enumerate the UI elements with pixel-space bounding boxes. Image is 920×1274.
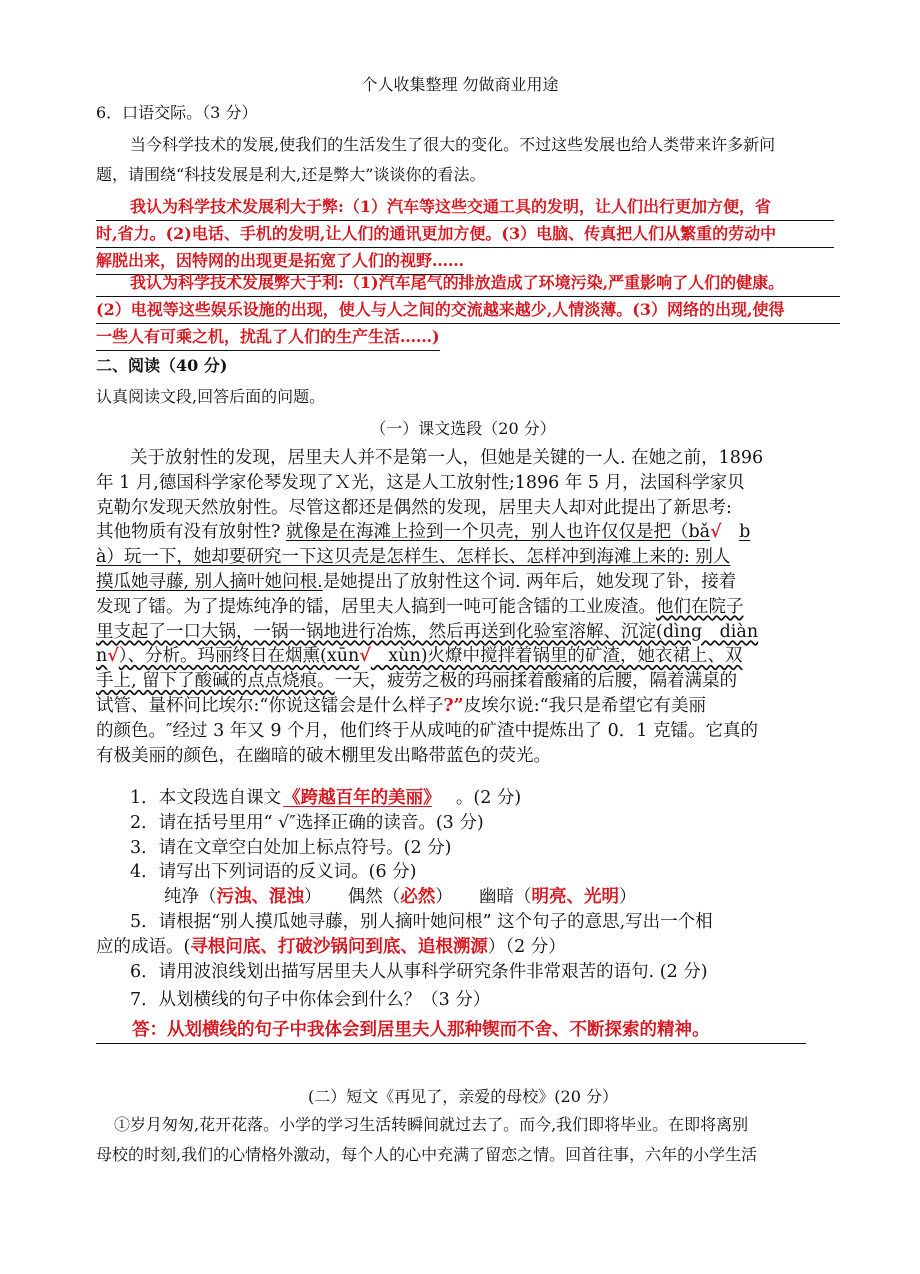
check-mark: √	[107, 646, 119, 667]
passage-line6: 摸瓜她寻藤, 别人摘叶她问根.是她提出了放射性这个词. 两年后，她发现了钋，接着	[96, 571, 737, 592]
passage	[96, 446, 834, 768]
q6-answer-con-line2: (2）电视等这些娱乐设施的出现，使人与人之间的交流越来越少,人情淡薄。(3）网络的出现,使得	[96, 297, 840, 324]
q6-answer-pro-line2: 时,省力。(2)电话、手机的发明,让人们的通讯更加方便。(3）电脑、传真把人们从繁重的劳动中	[96, 221, 834, 248]
wavy-sentence: 他们在院子	[656, 596, 744, 617]
passage-line12: 的颜色。″经过 3 年又 9 个月，他们终于从成吨的矿渣中提炼出了 0．1 克镭。它真的	[96, 720, 758, 741]
passage-line13: 有极美丽的颜色，在幽暗的破木棚里发出略带蓝色的荧光。	[96, 745, 551, 766]
passage-line9: n√）、分析。玛丽终日在烟熏(xūn√ xùn)火燎中搅拌着锅里的矿渣，她衣裙上、双	[96, 646, 743, 667]
passage-line5: à）玩一下，她却要研究一下这贝壳是怎样生、怎样长、怎样冲到海滩上来的: 别人	[96, 547, 731, 568]
section2-instruction: 认真阅读文段,回答后面的问题。	[96, 387, 326, 406]
question-2: 2．请在括号里用“ √″选择正确的读音。(3 分)	[130, 812, 484, 833]
passage-line4: 其他物质有没有放射性? 就像是在海滩上捡到一个贝壳，别人也许仅仅是把（bǎ√ b	[96, 522, 751, 543]
sub2-line1: ①岁月匆匆,花开花落。小学的学习生活转瞬间就过去了。而今,我们即将毕业。在即将离别	[114, 1115, 749, 1134]
section2-title: 二、阅读（40 分)	[96, 356, 228, 375]
q6-answer-con-line1: 我认为科学技术发展弊大于利:（1)汽车尾气的排放造成了环境污染,严重影响了人们的健康。	[96, 270, 840, 297]
underlined-sentence: 就像是在海滩上捡到一个贝壳，别人也许仅仅是把（bǎ	[285, 522, 711, 543]
passage-line2: 年 1 月,德国科学家伦琴发现了Ｘ光，这是人工放射性;1896 年 5 月，法国科学家贝	[96, 472, 745, 493]
q4-answer-3: 明亮、光明	[531, 887, 619, 908]
question-4-answers: 纯净（污浊、混浊） 偶然（必然） 幽暗（明亮、光明）	[164, 887, 637, 908]
q6-title: 6．口语交际。（3 分）	[96, 103, 258, 122]
q6-answer-pro-line3: 解脱出来，因特网的出现更是拓宽了人们的视野……	[96, 248, 464, 275]
question-1: 1．本文段选自课文 《跨越百年的美丽》 。(2 分)	[130, 788, 522, 808]
q5-answer: 寻根问底、打破沙锅问到底、追根溯源	[190, 936, 488, 957]
passage-line1: 关于放射性的发现，居里夫人并不是第一人，但她是关键的一人. 在她之前，1896	[130, 448, 764, 468]
question-7: 7．从划横线的句子中你体会到什么？（3 分）	[130, 990, 491, 1010]
q1-answer: 《跨越百年的美丽》	[283, 788, 432, 808]
question-4: 4．请写出下列词语的反义词。(6 分)	[130, 862, 417, 883]
passage-line8: 里支起了一口大锅，一锅一锅地进行冶炼，然后再送到化验室溶解、沉淀(dìng diàn	[96, 621, 759, 642]
q6-prompt-line1: 当今科学技术的发展,使我们的生活发生了很大的变化。不过这些发展也给人类带来许多新问	[130, 135, 776, 154]
q6-answer-pro	[96, 194, 834, 275]
question-5: 5．请根据“别人摸瓜她寻藤，别人摘叶她问根” 这个句子的意思,写出一个相 应的成语。(寻根问底、打破沙锅问到底、追根溯源）（2 分）	[96, 912, 713, 957]
passage-line7: 发现了镭。为了提炼纯净的镭，居里夫人搞到一吨可能含镭的工业废渣。他们在院子	[96, 596, 744, 617]
check-mark: √	[359, 646, 371, 667]
q7-answer: 答：从划横线的句子中我体会到居里夫人那种锲而不舍、不断探索的精神。	[96, 1018, 806, 1044]
question-3: 3．请在文章空白处加上标点符号。(2 分)	[130, 837, 452, 858]
q6-answer-pro-line1: 我认为科学技术发展利大于弊:（1）汽车等这些交通工具的发明，让人们出行更加方便，省	[96, 194, 834, 221]
passage-line10: 手上, 留下了酸碱的点点烧痕。一天，疲劳之极的玛丽揉着酸痛的后腰，隔着满桌的	[96, 671, 738, 692]
q4-answer-1: 污浊、混浊	[216, 887, 304, 908]
q4-answer-2: 必然	[400, 887, 436, 908]
questions	[130, 786, 830, 910]
sub2-title: (二）短文《再见了，亲爱的母校》(20 分）	[308, 1087, 618, 1106]
sub1-title: （一）课文选段（20 分）	[370, 419, 556, 438]
question-6: 6．请用波浪线划出描写居里夫人从事科学研究条件非常艰苦的语句. (2 分)	[130, 962, 708, 982]
q6-answer-con	[96, 270, 840, 351]
passage-line11: 试管、量杯问比埃尔:“你说这镭会是什么样子?”皮埃尔说:“我只是希望它有美丽	[96, 695, 707, 716]
sub2-line2: 母校的时刻,我们的心情格外激动，每个人的心中充满了留恋之情。回首往事，六年的小学生活	[96, 1145, 758, 1164]
check-mark: √	[710, 522, 722, 543]
sub2-paragraph	[96, 1112, 834, 1168]
q6-answer-con-line3: 一些人有可乘之机，扰乱了人们的生产生活……)	[96, 324, 440, 351]
page-header: 个人收集整理 勿做商业用途	[361, 75, 559, 94]
q6-prompt-line2: 题，请围绕“科技发展是利大,还是弊大”谈谈你的看法。	[96, 165, 486, 184]
passage-line3: 克勒尔发现天然放射性。尽管这都还是偶然的发现，居里夫人却对此提出了新思考:	[96, 497, 732, 518]
